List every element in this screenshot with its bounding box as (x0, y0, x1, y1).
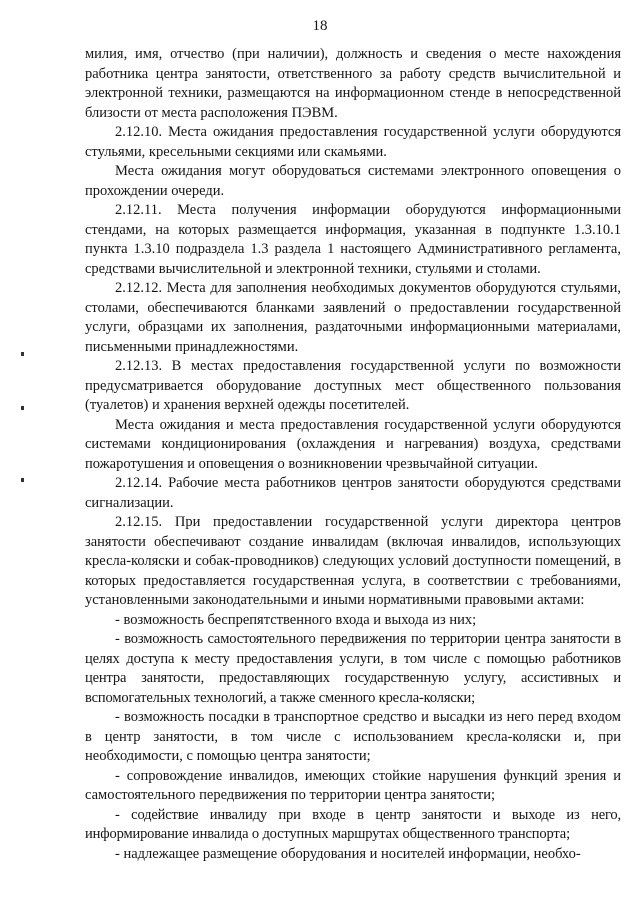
paragraph-climate-systems: Места ожидания и места предоставления государственной услуги оборудуются системами кондиционирования (охлаждения и нагревания) воздуха, средствами пожаротушения и оповещения о возникновении чрезвычайной ситуации. (85, 416, 621, 472)
list-item-entry-exit: - возможность беспрепятственного входа и выхода из них; (115, 611, 477, 628)
list-item-escort: - сопровождение инвалидов, имеющих стойкие нарушения функций зрения и самостоятельного передвижения по территории центра занятости; (85, 767, 621, 803)
paragraph-2-12-10: 2.12.10. Места ожидания предоставления государственной услуги оборудуются стульями, кресельными секциями или скамьями. (85, 124, 621, 160)
scan-mark (21, 406, 24, 410)
paragraph-2-12-12: 2.12.12. Места для заполнения необходимых документов оборудуются стульями, столами, обеспечиваются бланками заявлений о предоставлении государственной услуги, образцами их заполнения, раздаточными информационными материалами, письменными принадлежностями. (85, 280, 621, 355)
list-item-assistance: - содействие инвалиду при входе в центр занятости и выходе из него, информирование инвалида о доступных маршрутах общественного транспорта; (85, 806, 621, 842)
paragraph-2-12-11: 2.12.11. Места получения информации оборудуются информационными стендами, на которых размещается информация, указанная в подпункте 1.3.10.1 пункта 1.3.10 подраздела 1.3 раздела 1 настоящего Административного регламента, средствами вычислительной и электронной техники, стульями и столами. (85, 202, 621, 277)
document-body (85, 45, 621, 864)
page-number: 18 (312, 18, 328, 34)
list-item-transport: - возможность посадки в транспортное средство и высадки из него перед входом в центр занятости, в том числе с использованием кресла-коляски и, при необходимости, с помощью центра занятости; (85, 709, 621, 764)
scan-mark (21, 352, 24, 356)
list-item-equipment: - надлежащее размещение оборудования и носителей информации, необхо- (115, 845, 581, 862)
list-item-movement: - возможность самостоятельного передвижения по территории центра занятости в целях доступа к месту предоставления услуги, в том числе с помощью работников центра занятости, предоставляющих государственную услугу, ассистивных и вспомогательных технологий, а также сменного кресла-коляски; (85, 631, 621, 706)
paragraph-2-12-13: 2.12.13. В местах предоставления государственной услуги по возможности предусматривается оборудование доступных мест общественного пользования (туалетов) и хранения верхней одежды посетителей. (85, 358, 621, 413)
paragraph-waiting-notification: Места ожидания могут оборудоваться системами электронного оповещения о прохождении очереди. (85, 163, 621, 199)
paragraph-2-12-15: 2.12.15. При предоставлении государственной услуги директора центров занятости обеспечивают создание инвалидам (включая инвалидов, использующих кресла-коляски и собак-проводников) следующих условий доступности помещений, в которых предоставляется государственная услуга, в соответствии с требованиями, установленными законодательными и иными нормативными правовыми актами: (85, 514, 621, 608)
scan-mark (21, 478, 24, 482)
paragraph-2-12-14: 2.12.14. Рабочие места работников центров занятости оборудуются средствами сигнализации. (85, 475, 621, 511)
paragraph-continuation: милия, имя, отчество (при наличии), должность и сведения о месте нахождения работника центра занятости, ответственного за работу средств вычислительной и электронной техники, размещаются на информационном стенде в непосредственной близости от места расположения ПЭВМ. (85, 46, 621, 121)
